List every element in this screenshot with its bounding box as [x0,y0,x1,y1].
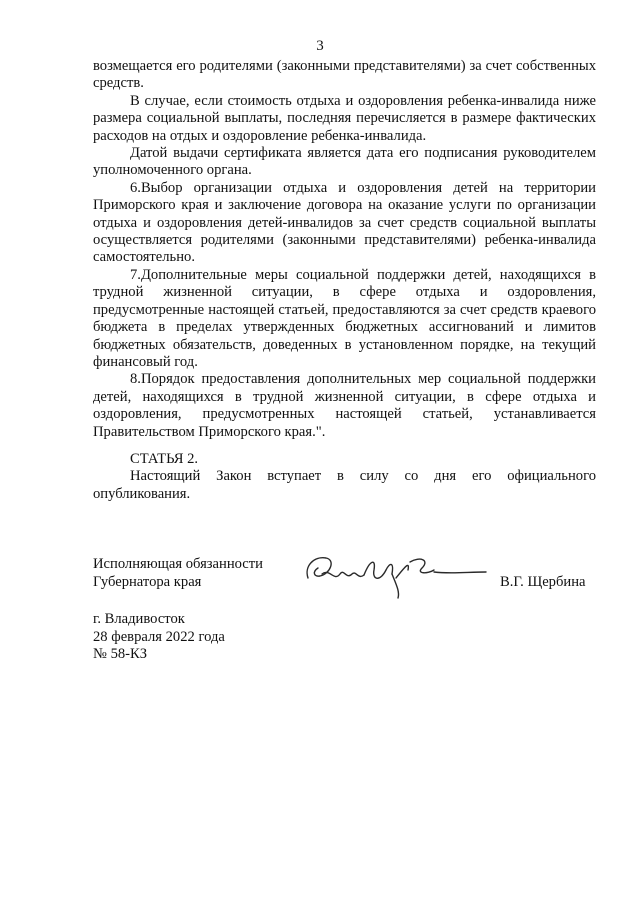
paragraph-1: возмещается его родителями (законными представителями) за счет собственных средств. [93,58,596,92]
handwritten-signature [300,548,490,600]
paragraph-3: Датой выдачи сертификата является дата его подписания руководителем уполномоченного органа. [93,145,596,179]
article-2 [93,451,596,503]
city: г. Владивосток [93,611,185,627]
paragraph-4: 6.Выбор организации отдыха и оздоровления детей на территории Приморского края и заключение договора на оказание услуги по организации отдыха и оздоровления детей-инвалидов за счет средств социальной выплаты осуществляется родителями (законными представителями) ребенка-инвалида самостоятельно. [93,179,596,266]
body-text [93,58,596,441]
date: 28 февраля 2022 года [93,628,225,645]
article-heading: СТАТЬЯ 2. [130,451,199,467]
page-number: 3 [316,38,324,54]
paragraph-5: 7.Дополнительные меры социальной поддержки детей, находящихся в трудной жизненной ситуации, в сфере отдыха и оздоровления, предусмотренные настоящей статьей, предоставляются за счет средств краевого бюджета в пределах утвержденных бюджетных ассигнований и лимитов бюджетных обязательств, доведенных в установленном порядке, на текущий финансовый год. [93,266,596,370]
law-number: № 58-КЗ [93,646,148,663]
paragraph-2: В случае, если стоимость отдыха и оздоровления ребенка-инвалида ниже размера социальной выплаты, последняя перечисляется в размере фактических расходов на отдых и оздоровление ребенка-инвалида. [93,92,596,144]
position-line-1: Исполняющая обязанности [93,556,263,572]
position-line-2: Губернатора края [93,573,202,590]
paragraph-6: 8.Порядок предоставления дополнительных мер социальной поддержки детей, находящихся в трудной жизненной ситуации, в сфере отдыха и оздоровления, предусмотренных настоящей статьей, устанавливается Правительством Приморского края.". [93,371,596,440]
article-text: Настоящий Закон вступает в силу со дня его официального опубликования. [93,468,596,502]
place-date-number [93,611,225,664]
signatory-position [93,556,263,591]
signatory-name: В.Г. Щербина [500,574,586,590]
